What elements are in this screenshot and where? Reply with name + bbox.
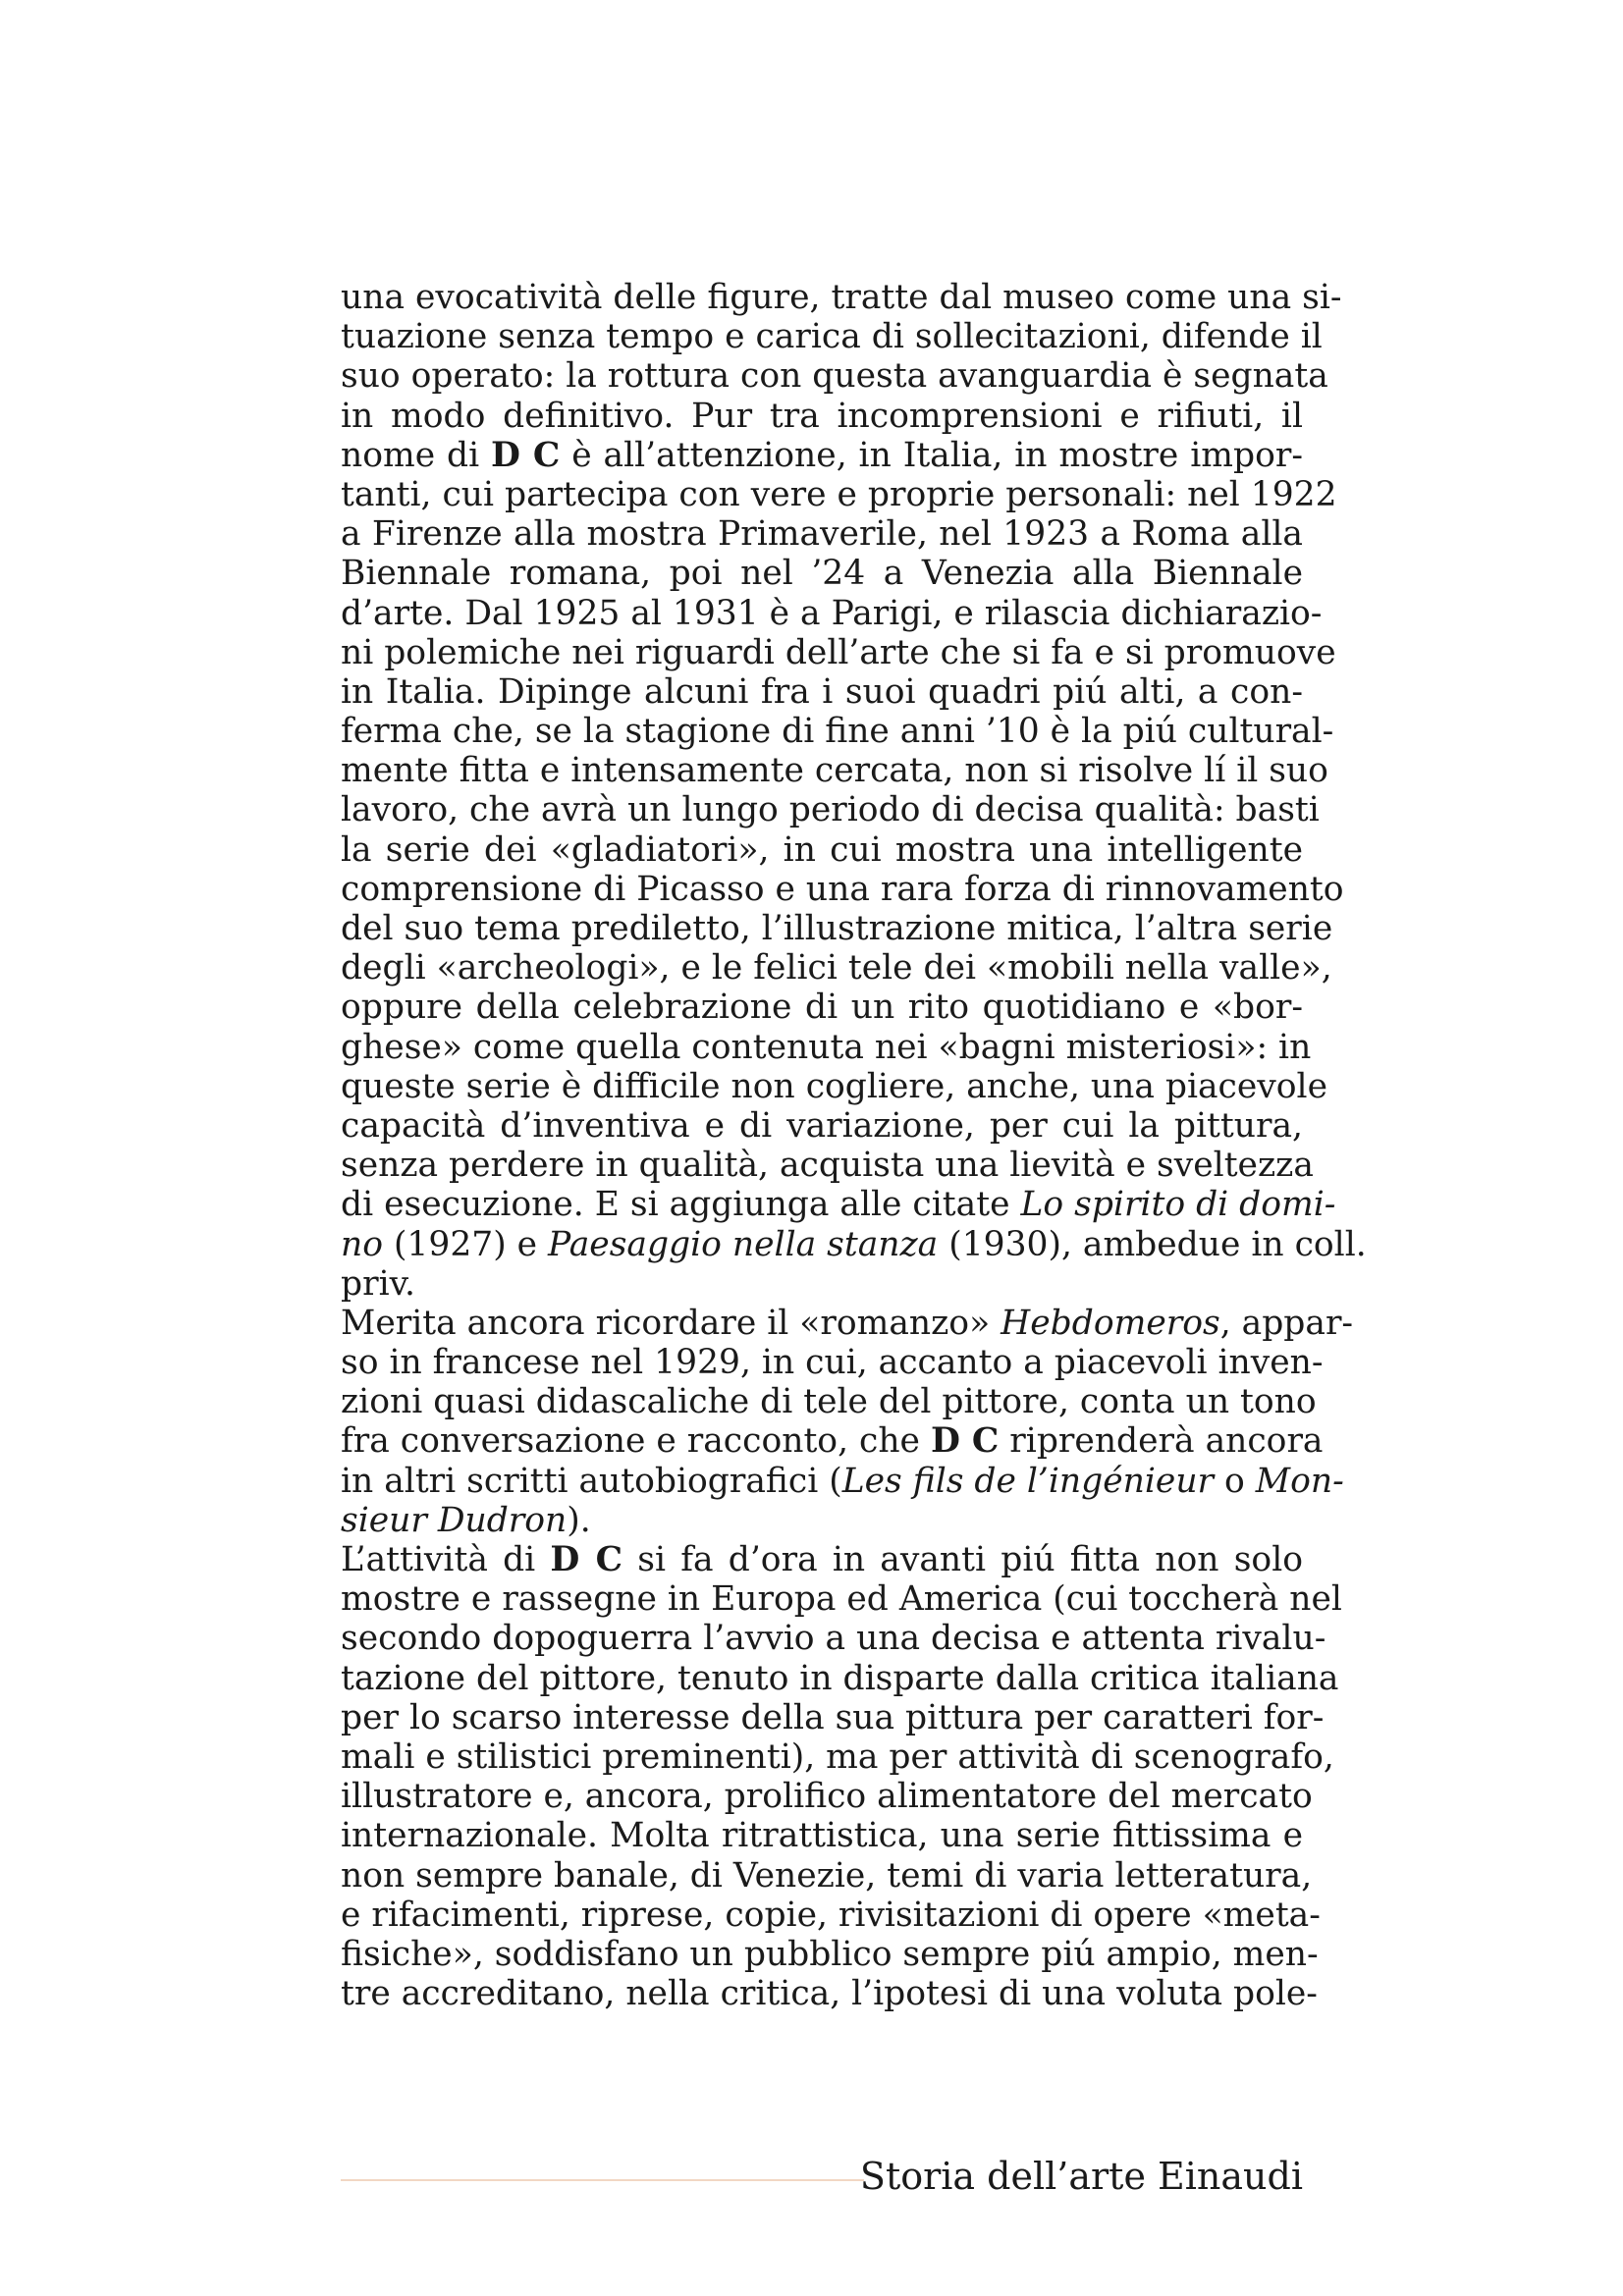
text-line: queste serie è difficile non cogliere, anche, una piacevole <box>341 1066 1327 1106</box>
text-line: in altri scritti autobiografici (Les fils de l’ingénieur o Mon- <box>341 1461 1344 1501</box>
text-line: mali e stilistici preminenti), ma per attività di scenografo, <box>341 1736 1334 1777</box>
text-line: senza perdere in qualità, acquista una lievità e sveltezza <box>341 1146 1314 1186</box>
text-line: a Firenze alla mostra Primaverile, nel 1923 a Roma alla <box>341 514 1303 555</box>
text-line: L’attività di D C si fa d’ora in avanti piú fitta non solo <box>341 1540 1303 1579</box>
text-line: tazione del pittore, tenuto in disparte dalla critica italiana <box>341 1658 1339 1698</box>
text-line: non sempre banale, di Venezie, temi di varia letteratura, <box>341 1855 1313 1896</box>
text-line: mente fitta e intensamente cercata, non si risolve lí il suo <box>341 751 1328 791</box>
text-line: degli «archeologi», e le felici tele dei «mobili nella valle», <box>341 948 1332 988</box>
text-line: priv. <box>341 1263 415 1304</box>
text-line: in modo definitivo. Pur tra incomprensioni e rifiuti, il <box>341 396 1303 436</box>
text-line: suo operato: la rottura con questa avanguardia è segnata <box>341 356 1328 397</box>
text-line: tre accreditano, nella critica, l’ipotesi di una voluta pole- <box>341 1974 1318 2014</box>
text-line: illustratore e, ancora, prolifico alimentatore del mercato <box>341 1777 1313 1817</box>
text-line: e rifacimenti, riprese, copie, rivisitazioni di opere «meta- <box>341 1895 1321 1935</box>
footer-title: Storia dell’arte Einaudi <box>859 2155 1303 2198</box>
text-line: per lo scarso interesse della sua pittura per caratteri for- <box>341 1697 1325 1737</box>
text-line: ni polemiche nei riguardi dell’arte che si fa e si promuove <box>341 632 1336 672</box>
text-line: tuazione senza tempo e carica di sollecitazioni, difende il <box>341 317 1323 357</box>
text-line: lavoro, che avrà un lungo periodo di decisa qualità: basti <box>341 790 1320 830</box>
body-text <box>341 278 1367 2014</box>
text-line: comprensione di Picasso e una rara forza di rinnovamento <box>341 869 1344 909</box>
text-line: zioni quasi didascaliche di tele del pittore, conta un tono <box>341 1382 1317 1422</box>
text-line: capacità d’inventiva e di variazione, per cui la pittura, <box>341 1105 1303 1146</box>
text-line: nome di D C è all’attenzione, in Italia, in mostre impor- <box>341 435 1303 475</box>
text-line: del suo tema prediletto, l’illustrazione mitica, l’altra serie <box>341 909 1333 948</box>
text-line: ferma che, se la stagione di fine anni ’10 è la piú cultural- <box>341 712 1334 752</box>
text-line: no (1927) e Paesaggio nella stanza (1930), ambedue in coll. <box>341 1224 1367 1264</box>
text-line: Biennale romana, poi nel ’24 a Venezia alla Biennale <box>341 554 1303 594</box>
footer-rule <box>341 2179 864 2181</box>
text-line: so in francese nel 1929, in cui, accanto a piacevoli inven- <box>341 1343 1324 1383</box>
text-line: di esecuzione. E si aggiunga alle citate Lo spirito di domi- <box>341 1185 1336 1225</box>
text-line: secondo dopoguerra l’avvio a una decisa e attenta rivalu- <box>341 1619 1326 1659</box>
text-line: oppure della celebrazione di un rito quotidiano e «bor- <box>341 988 1303 1028</box>
text-line: mostre e rassegne in Europa ed America (cui toccherà nel <box>341 1579 1342 1620</box>
text-line: d’arte. Dal 1925 al 1931 è a Parigi, e rilascia dichiarazio- <box>341 593 1323 633</box>
text-line: sieur Dudron). <box>341 1500 591 1540</box>
text-line: internazionale. Molta ritrattistica, una serie fittissima e <box>341 1816 1303 1856</box>
text-line: fra conversazione e racconto, che D C riprenderà ancora <box>341 1421 1324 1462</box>
text-line: la serie dei «gladiatori», in cui mostra una intelligente <box>341 829 1303 870</box>
text-line: in Italia. Dipinge alcuni fra i suoi quadri piú alti, a con- <box>341 671 1303 712</box>
text-line: una evocatività delle figure, tratte dal museo come una si- <box>341 278 1342 317</box>
text-line: ghese» come quella contenuta nei «bagni misteriosi»: in <box>341 1027 1312 1067</box>
text-line: tanti, cui partecipa con vere e proprie personali: nel 1922 <box>341 474 1337 514</box>
text-line: fisiche», soddisfano un pubblico sempre piú ampio, men- <box>341 1934 1319 1974</box>
text-line: Merita ancora ricordare il «romanzo» Hebdomeros, appar- <box>341 1303 1354 1343</box>
